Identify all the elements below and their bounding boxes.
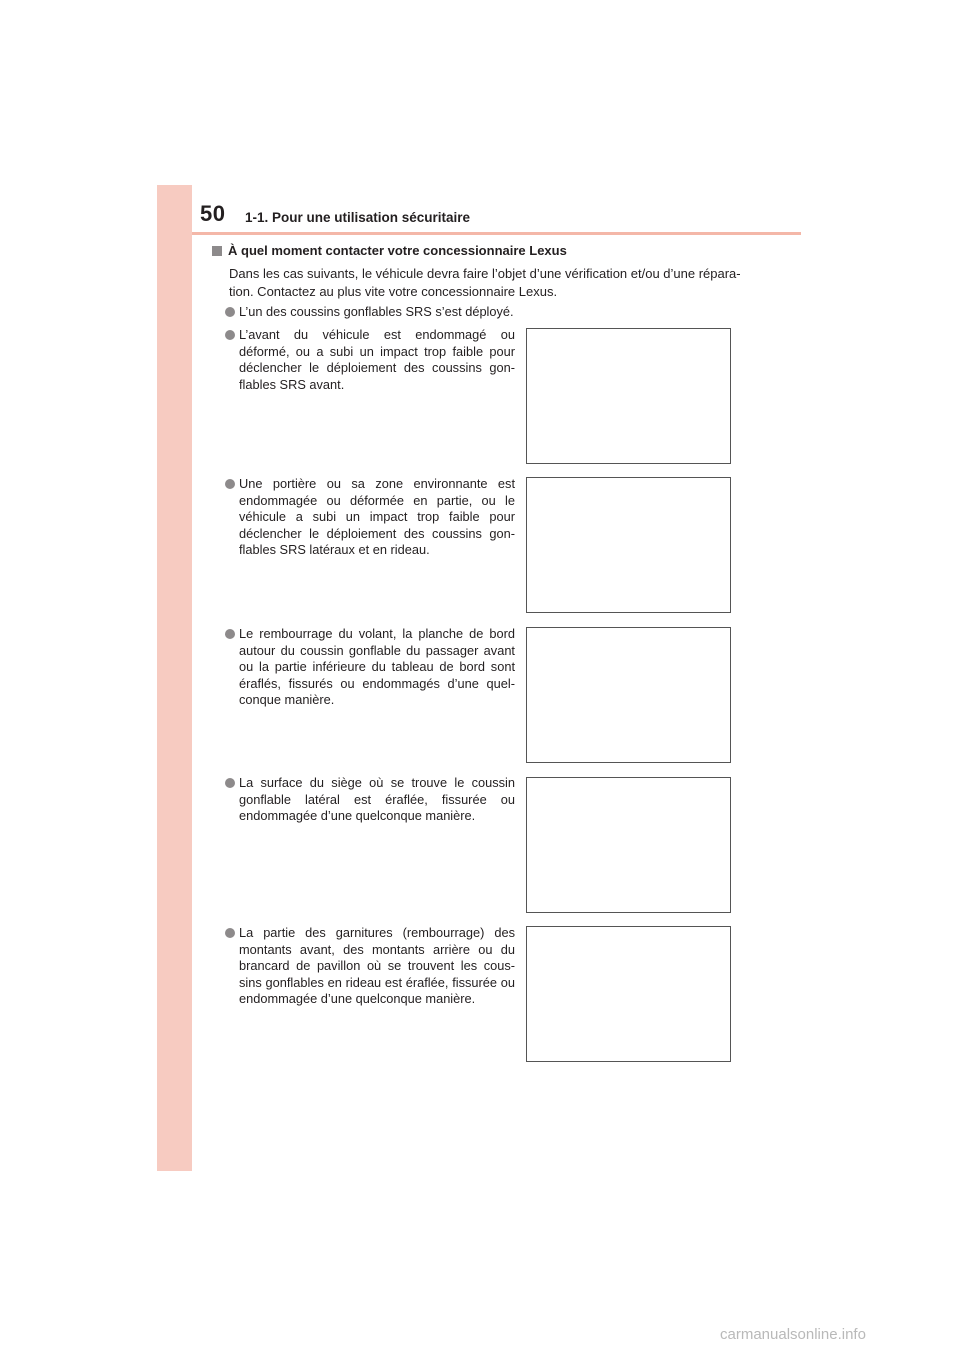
illustration-door-damage (526, 477, 731, 613)
list-item (225, 775, 515, 825)
list-item-text: Une portière ou sa zone environnante est endommagée ou déformée en partie, ou le véhicule a subi un impact trop faible pour déclencher le déploiement des coussins gon-flables SRS latéraux et en rideau. (239, 476, 515, 557)
bullet-dot-icon (225, 479, 235, 489)
illustration-seat-surface (526, 777, 731, 913)
side-tab-band (157, 185, 192, 1171)
bullet-dot-icon (225, 928, 235, 938)
page-number: 50 (200, 201, 226, 226)
list-item-text: La surface du siège où se trouve le coussin gonflable latéral est éraflée, fissurée ou endommagée d’une quelconque manière. (239, 775, 515, 823)
list-item-text: L’avant du véhicule est endommagé ou déformé, ou a subi un impact trop faible pour déclencher le déploiement des coussins gon-flables SRS avant. (239, 327, 515, 392)
list-item (225, 476, 515, 559)
watermark: carmanualsonline.info (720, 1326, 866, 1343)
illustration-steering-dashboard (526, 627, 731, 763)
intro-paragraph: Dans les cas suivants, le véhicule devra faire l’objet d’une vérification et/ou d’une répara-tion. Contactez au plus vite votre concessionnaire Lexus. (229, 266, 741, 299)
bullet-dot-icon (225, 778, 235, 788)
list-item (225, 327, 515, 393)
heading-square-icon (212, 246, 222, 256)
list-item (225, 304, 545, 321)
section-title: 1-1. Pour une utilisation sécuritaire (245, 210, 471, 225)
list-item (225, 626, 515, 709)
illustration-front-damage (526, 328, 731, 464)
section-heading (212, 243, 567, 258)
illustration-pillar-trim (526, 926, 731, 1062)
bullet-dot-icon (225, 307, 235, 317)
list-item-text: La partie des garnitures (rembourrage) des montants avant, des montants arrière ou du brancard de pavillon où se trouvent les cous-sins gonflables en rideau est éraflée, fissurée ou endommagée d’une quelconque manière. (239, 925, 515, 1006)
list-item (225, 925, 515, 1008)
bullet-dot-icon (225, 330, 235, 340)
list-item-text: Le rembourrage du volant, la planche de bord autour du coussin gonflable du passager avant ou la partie inférieure du tableau de bord sont éraflés, fissurés ou endommagés d’une quel-conque manière. (239, 626, 515, 707)
bullet-dot-icon (225, 629, 235, 639)
heading-text: À quel moment contacter votre concessionnaire Lexus (228, 243, 567, 258)
list-item-text: L’un des coussins gonflables SRS s’est déployé. (239, 304, 514, 319)
header-rule (192, 232, 801, 235)
